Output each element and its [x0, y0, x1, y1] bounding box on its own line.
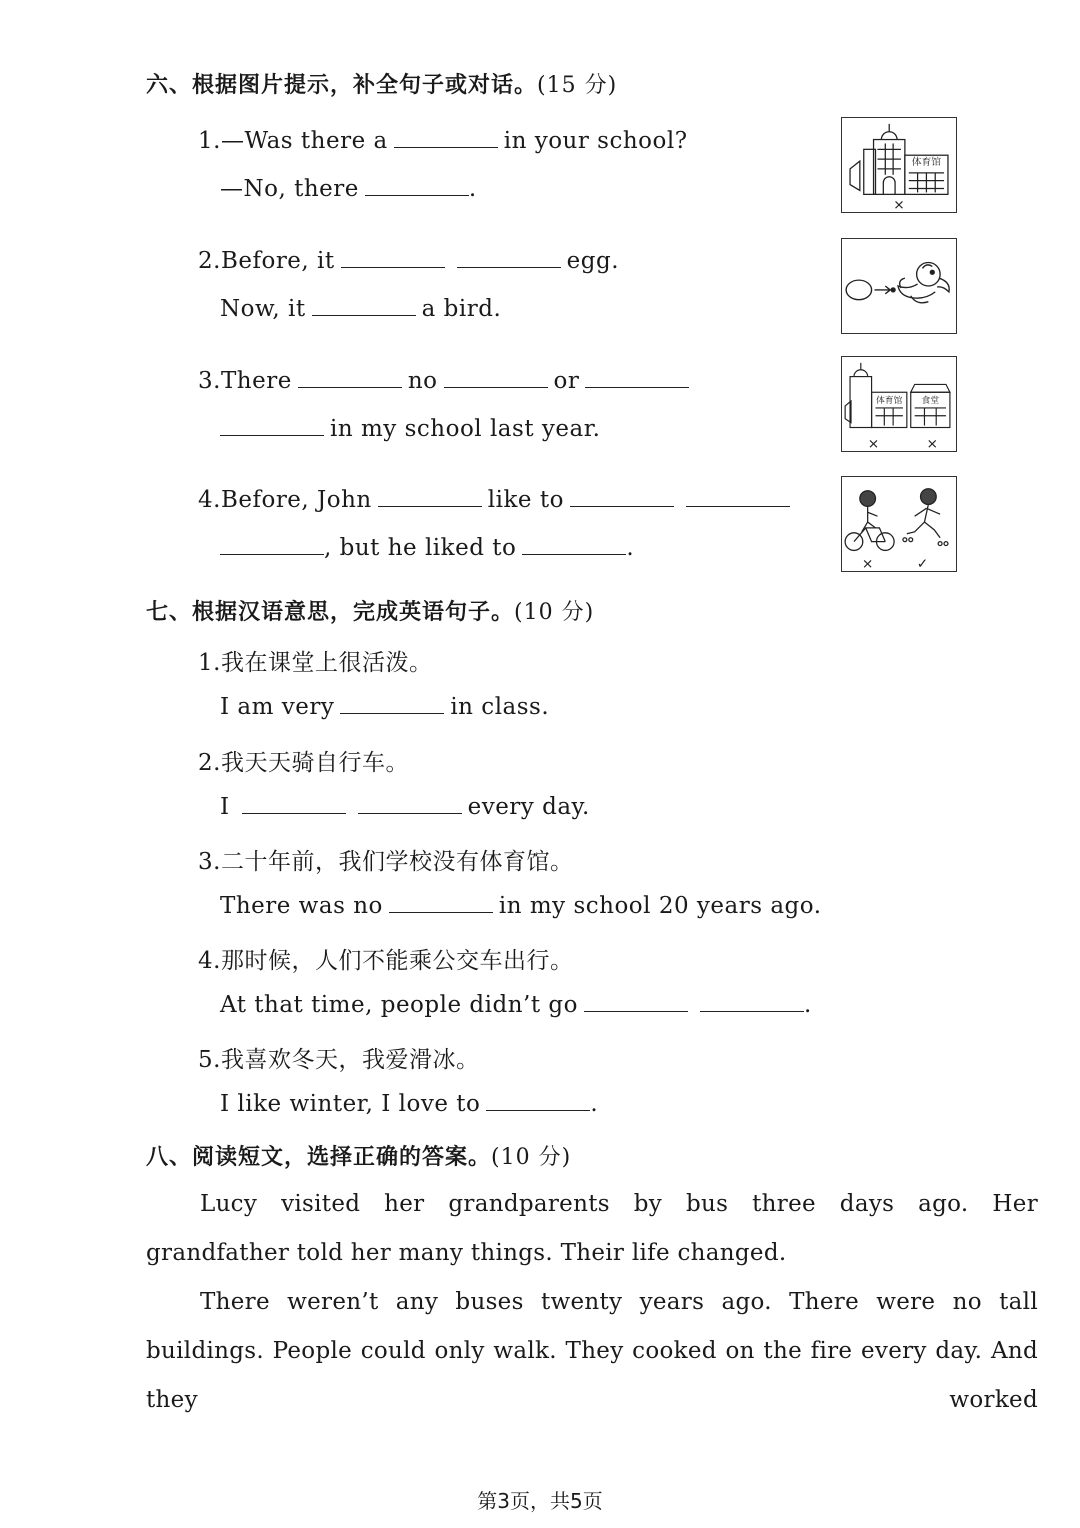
q6-3-text-d: in my school last year.	[330, 416, 601, 442]
bike-and-skating-illustration	[842, 477, 956, 571]
answer-blank[interactable]	[394, 146, 498, 148]
cross-mark: ×	[926, 436, 939, 451]
question-6-2-line-2	[220, 296, 501, 322]
school-buildings-illustration	[842, 357, 956, 451]
q7-4-text-b: .	[803, 992, 812, 1018]
q7-3-text-a: There was no	[220, 893, 383, 919]
q7-2-text-a: I	[220, 794, 230, 820]
q6-1-text-d: .	[468, 176, 477, 202]
q6-1-text-a: 1.—Was there a	[198, 128, 388, 154]
section-6-heading	[146, 68, 617, 99]
answer-blank[interactable]	[585, 386, 689, 388]
answer-blank[interactable]	[220, 434, 324, 436]
question-7-5-english	[220, 1091, 598, 1117]
gym-building-illustration	[842, 118, 956, 212]
q6-3-text-c: or	[553, 368, 580, 394]
question-7-5-chinese: 5.我喜欢冬天，我爱滑冰。	[198, 1047, 480, 1073]
question-7-1-chinese: 1.我在课堂上很活泼。	[198, 650, 433, 676]
question-7-3-chinese: 3.二十年前，我们学校没有体育馆。	[198, 849, 574, 875]
page-footer: 第3页，共5页	[477, 1489, 603, 1513]
q6-4-text-a: 4.Before, John	[198, 487, 372, 513]
q6-4-text-d: .	[626, 535, 635, 561]
answer-blank[interactable]	[686, 505, 790, 507]
question-6-3-line-2	[220, 416, 600, 442]
question-7-2-english	[220, 794, 590, 820]
picture-egg-bird	[841, 238, 957, 334]
question-6-3-line-1	[198, 368, 695, 394]
cross-mark: ×	[861, 556, 874, 571]
answer-blank[interactable]	[358, 812, 462, 814]
answer-blank[interactable]	[486, 1109, 590, 1111]
cross-mark: ×	[867, 436, 880, 451]
section-7-points: (10 分)	[514, 600, 595, 625]
q7-1-text-a: I am very	[220, 694, 335, 720]
question-6-4-line-2	[220, 535, 634, 561]
answer-blank[interactable]	[700, 1010, 804, 1012]
q7-5-text-a: I like winter, I love to	[220, 1091, 481, 1117]
q6-4-text-b: like to	[487, 487, 564, 513]
q6-2-text-b: egg.	[566, 248, 620, 274]
q7-1-text-b: in class.	[450, 694, 550, 720]
picture-gym	[841, 117, 957, 213]
dining-hall-sign-text: 食堂	[921, 396, 940, 407]
q6-1-text-b: in your school?	[503, 128, 688, 154]
q7-2-text-b: every day.	[467, 794, 590, 820]
egg-to-bird-illustration	[842, 239, 956, 333]
gym-sign-text: 体育馆	[911, 157, 942, 168]
q7-5-text-b: .	[590, 1091, 599, 1117]
reading-passage	[146, 1180, 1038, 1425]
question-6-4-line-1	[198, 487, 796, 513]
answer-blank[interactable]	[242, 812, 346, 814]
answer-blank[interactable]	[378, 505, 482, 507]
answer-blank[interactable]	[220, 553, 324, 555]
passage-paragraph-2: There weren’t any buses twenty years ago. There were no tall buildings. People could only walk. They cooked on the fire every day. And they worked	[146, 1289, 1038, 1413]
q7-4-text-a: At that time, people didn’t go	[220, 992, 578, 1018]
answer-blank[interactable]	[457, 266, 561, 268]
q6-2-text-a: 2.Before, it	[198, 248, 335, 274]
section-7-heading	[146, 595, 594, 626]
question-7-3-english	[220, 893, 822, 919]
answer-blank[interactable]	[341, 266, 445, 268]
q6-2-text-d: a bird.	[421, 296, 502, 322]
section-6-title: 六、根据图片提示，补全句子或对话。	[146, 73, 538, 98]
question-7-2-chinese: 2.我天天骑自行车。	[198, 750, 409, 776]
q7-3-text-b: in my school 20 years ago.	[498, 893, 822, 919]
q6-3-text-a: 3.There	[198, 368, 292, 394]
cross-mark: ×	[893, 197, 905, 212]
answer-blank[interactable]	[570, 505, 674, 507]
section-7-title: 七、根据汉语意思，完成英语句子。	[146, 600, 515, 625]
bird-head	[917, 263, 941, 287]
check-mark: ✓	[916, 556, 929, 571]
q6-1-text-c: —No, there	[220, 176, 359, 202]
answer-blank[interactable]	[389, 911, 493, 913]
answer-blank[interactable]	[298, 386, 402, 388]
boy-head-helmet	[860, 491, 876, 507]
egg-shape	[846, 280, 871, 300]
question-6-1-line-2	[220, 176, 477, 202]
question-7-1-english	[220, 694, 549, 720]
skater-head-helmet	[921, 489, 937, 505]
q6-4-text-c: , but he liked to	[324, 535, 517, 561]
gym-sign-text: 体育馆	[876, 396, 903, 407]
picture-bike-skating	[841, 476, 957, 572]
question-7-4-english	[220, 992, 812, 1018]
answer-blank[interactable]	[444, 386, 548, 388]
q6-3-text-b: no	[407, 368, 438, 394]
picture-gym-dining-hall	[841, 356, 957, 452]
answer-blank[interactable]	[365, 194, 469, 196]
section-8-heading	[146, 1140, 571, 1171]
answer-blank[interactable]	[340, 712, 444, 714]
answer-blank[interactable]	[584, 1010, 688, 1012]
question-6-2-line-1	[198, 248, 619, 274]
answer-blank[interactable]	[312, 314, 416, 316]
question-6-1-line-1	[198, 128, 688, 154]
answer-blank[interactable]	[522, 553, 626, 555]
bike-wheel	[845, 533, 863, 551]
section-8-points: (10 分)	[491, 1145, 572, 1170]
question-7-4-chinese: 4.那时候，人们不能乘公交车出行。	[198, 948, 574, 974]
section-6-points: (15 分)	[537, 73, 618, 98]
section-8-title: 八、阅读短文，选择正确的答案。	[146, 1145, 492, 1170]
passage-paragraph-1: Lucy visited her grandparents by bus three days ago. Her grandfather told her many things. Their life changed.	[146, 1191, 1038, 1266]
q6-2-text-c: Now, it	[220, 296, 306, 322]
